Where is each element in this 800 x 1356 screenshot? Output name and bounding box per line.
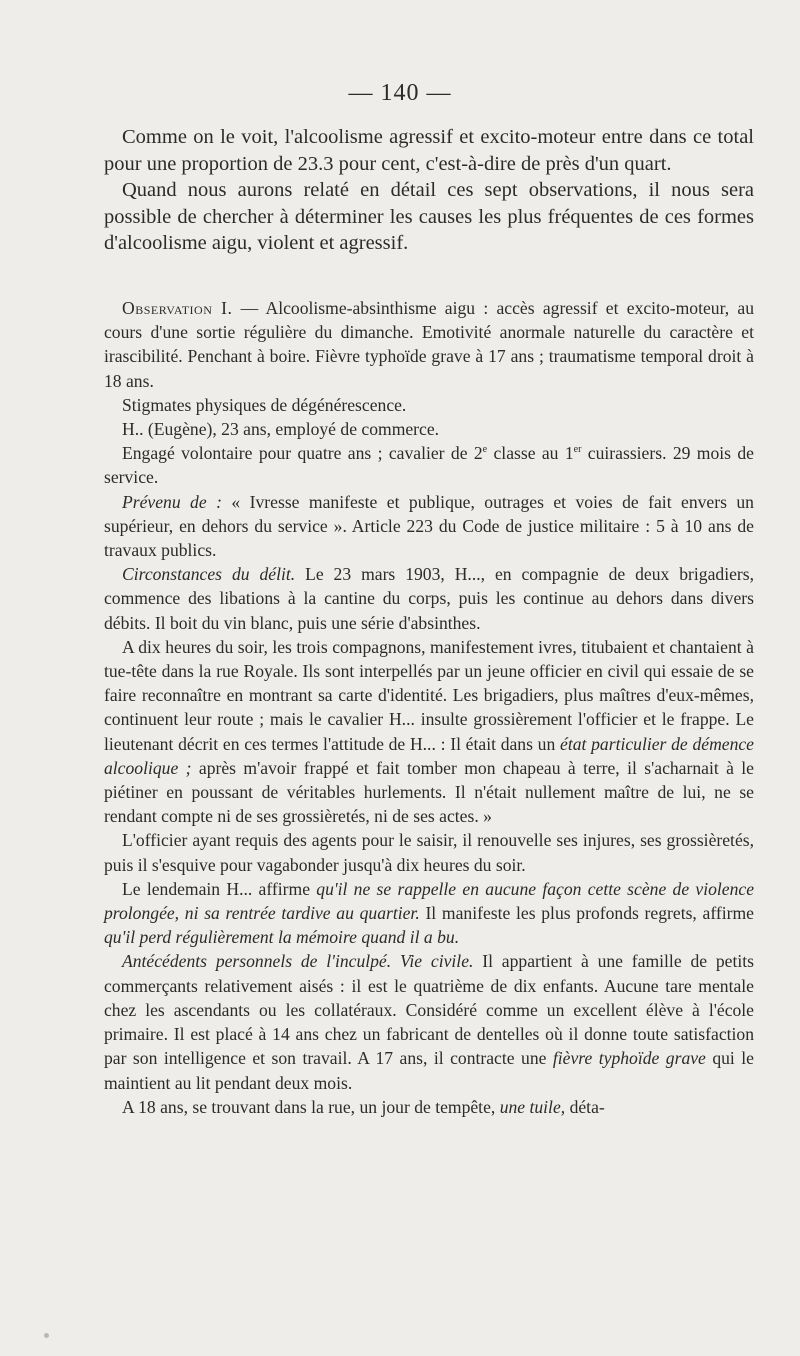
- final-text: A 18 ans, se trouvant dans la rue, un jour de tempête,: [122, 1096, 500, 1117]
- next-day-italic: qu'il ne se rappelle en aucune façon cette scène de violence prolongée, ni sa rentrée tardive au quartier.: [104, 878, 755, 924]
- intro-paragraph: Quand nous aurons relaté en détail ces sept observations, il nous sera possible de chercher à déterminer les causes les plus fréquentes de ces formes d'alcoolisme aigu, violent et agressif.: [104, 179, 754, 254]
- observation-summary: — Alcoolisme-absinthisme aigu : accès agressif et excito-moteur, au cours d'une sortie régulière du dimanche. Emotivité anormale naturelle du caractère et irascibilité. Penchant à boire. Fièvre typhoïde grave à 17 ans ; traumatisme temporal droit à 18 ans.: [104, 298, 754, 391]
- identity-line: H.. (Eugène), 23 ans, employé de commerce.: [122, 419, 440, 440]
- final-paragraph: [104, 1095, 754, 1119]
- service-text: classe au 1: [487, 443, 574, 464]
- observation-heading: [104, 296, 754, 393]
- service-text: cuirassiers. 29 mois de service.: [104, 443, 754, 488]
- charge-text: « Ivresse manifeste et publique, outrages et voies de fait envers un supérieur, en dehors du service ». Article 223 du Code de justice militaire : 5 à 10 ans de travaux publics.: [104, 491, 754, 561]
- next-day-text: Il manifeste les plus profonds regrets, affirme: [419, 903, 754, 924]
- service-text: Engagé volontaire pour quatre ans ; cavalier de 2: [122, 443, 483, 464]
- observation-section: [104, 296, 754, 1119]
- next-day-paragraph: [104, 877, 754, 950]
- page-number: — 140 —: [348, 80, 452, 106]
- incident-text: A dix heures du soir, les trois compagnons, manifestement ivres, titubaient et chantaient à tue-tête dans la rue Royale. Ils sont interpellés par un jeune officier en civil qui essaie de se faire reconnaître en montrant sa carte d'identité. Les brigadiers, plus maîtres d'eux-mêmes, continuent leur route ; mais le cavalier H... insulte grossièrement l'officier et le frappe. Le lieutenant décrit en ces termes l'attitude de H... : Il était dans un: [104, 636, 754, 754]
- superscript: er: [573, 444, 582, 456]
- superscript: e: [482, 444, 488, 456]
- antecedents-italic: fièvre typhoïde grave: [552, 1048, 706, 1069]
- observation-label: Observation I.: [122, 298, 233, 318]
- incident-paragraph: [104, 635, 754, 829]
- incident-text: après m'avoir frappé et fait tomber mon chapeau à terre, il s'acharnait à le piétiner en poussant de véritables hurlements. Il n'était nullement maître de lui, ne se rendant compte ni de ses grossièretés, ni de ses actes. »: [104, 757, 754, 827]
- intro-text: [104, 124, 754, 257]
- circumstances-paragraph: [104, 562, 754, 635]
- antecedents-paragraph: [104, 949, 754, 1094]
- circumstances-label: Circonstances du délit.: [122, 564, 296, 585]
- service-paragraph: [104, 441, 754, 489]
- antecedents-label: Antécédents personnels de l'inculpé. Vie civile.: [122, 951, 474, 972]
- officer-paragraph: L'officier ayant requis des agents pour le saisir, il renouvelle ses injures, ses grossièretés, puis il s'esquive pour vagabonder jusqu'à dix heures du soir.: [104, 830, 754, 875]
- charge-label: Prévenu de :: [122, 491, 222, 512]
- circumstances-text: Le 23 mars 1903, H..., en compagnie de deux brigadiers, commence des libations à la cantine du corps, puis les continue au dehors dans divers débits. Il boit du vin blanc, puis une série d'absinthes.: [104, 564, 754, 633]
- stigmates-line: Stigmates physiques de dégénérescence.: [122, 394, 407, 415]
- final-italic: une tuile,: [499, 1096, 566, 1117]
- next-day-text: Le lendemain H... affirme: [122, 878, 317, 899]
- antecedents-text: Il appartient à une famille de petits commerçants relativement aisés : il est le quatrième de dix enfants. Aucune tare mentale chez les ascendants ou les collatéraux. Considéré comme un excellent élève à l'école primaire. Il est placé à 14 ans chez un fabricant de dentelles où il donne toute satisfaction par son intelligence et son travail. A 17 ans, il contracte une: [104, 951, 754, 1069]
- final-text: déta-: [565, 1096, 605, 1117]
- charge-paragraph: [104, 490, 754, 563]
- antecedents-text: qui le maintient au lit pendant deux mois.: [104, 1048, 754, 1093]
- intro-paragraph: Comme on le voit, l'alcoolisme agressif et excito-moteur entre dans ce total pour une proportion de 23.3 pour cent, c'est-à-dire de près d'un quart.: [104, 126, 754, 175]
- incident-italic: état particulier de démence alcoolique ;: [104, 733, 754, 778]
- next-day-italic: qu'il perd régulièrement la mémoire quand il a bu.: [104, 927, 460, 948]
- paper-speck: [44, 1333, 49, 1338]
